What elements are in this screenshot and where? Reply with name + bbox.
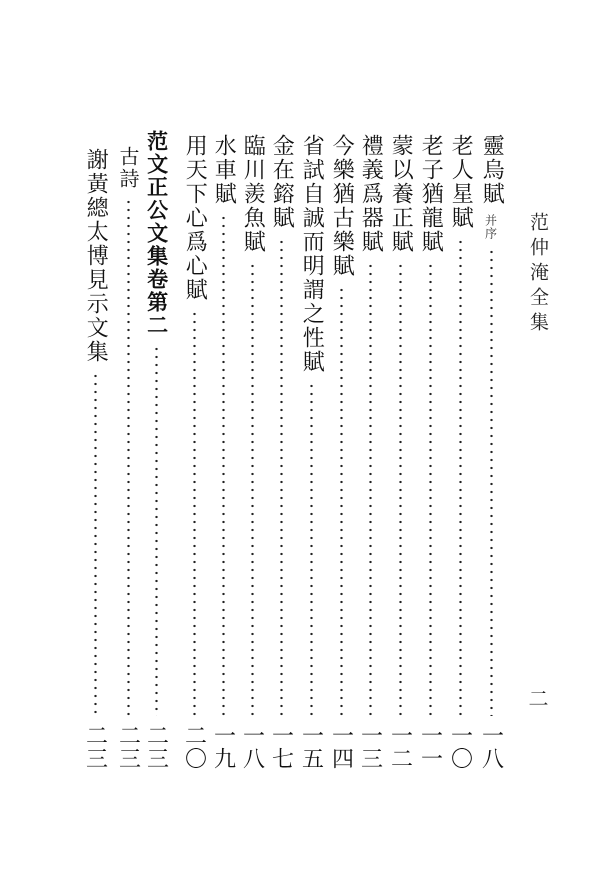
toc-entry-title: 蒙以養正賦 (388, 134, 414, 254)
toc-entry (266, 134, 296, 770)
toc-entry-page: 一一 (417, 724, 443, 770)
toc-entry-page: 一八 (239, 724, 265, 770)
toc-entry-title: 謝黃總太博見示文集 (83, 148, 109, 364)
toc-entry (237, 134, 267, 770)
toc-entry-title: 靈烏賦 (479, 134, 505, 206)
toc-entry (208, 134, 238, 770)
toc-entry-note: 并序 (483, 214, 498, 240)
toc-entry-title: 臨川羨魚賦 (240, 134, 266, 254)
toc-entry (296, 134, 326, 770)
toc-entry (326, 134, 356, 770)
toc-section-heading (113, 134, 143, 770)
toc-entry-title: 禮義爲器賦 (358, 134, 384, 254)
dot-leader (280, 238, 283, 716)
dot-leader (429, 262, 432, 716)
toc-entry (445, 134, 475, 770)
toc-entry-title: 今樂猶古樂賦 (329, 134, 355, 278)
toc-entry-page: 一二 (387, 724, 413, 770)
page-number: 二 (525, 688, 549, 708)
dot-leader (193, 310, 196, 716)
toc-entry-page: 一〇 (447, 724, 473, 770)
toc-volume-heading (141, 130, 171, 770)
dot-leader (127, 198, 130, 716)
running-head-book-title: 范仲淹全集 (527, 212, 549, 337)
dot-leader (490, 248, 493, 716)
toc-entry-title: 老人星賦 (448, 134, 474, 230)
toc-entry-page: 二三 (82, 724, 108, 770)
toc-entry-page: 二〇 (181, 724, 207, 770)
toc-entry (355, 134, 385, 770)
toc-entry (179, 134, 209, 770)
toc-entry-title: 金在鎔賦 (269, 134, 295, 230)
toc-entry-page: 一四 (328, 724, 354, 770)
toc-entry-title: 范文正公文集卷第二 (144, 130, 169, 337)
toc-entry-page: 二三 (143, 724, 169, 770)
dot-leader (459, 238, 462, 716)
toc-entry-title: 古詩 (116, 146, 140, 190)
toc-entry-page: 一九 (210, 724, 236, 770)
toc-entry-page: 一八 (478, 724, 504, 770)
toc-entry (476, 134, 506, 770)
dot-leader (369, 262, 372, 716)
toc-entry (385, 134, 415, 770)
toc-entry (80, 148, 110, 770)
toc-entry-title: 水車賦 (211, 134, 237, 206)
dot-leader (340, 286, 343, 716)
toc-entry-page: 一七 (268, 724, 294, 770)
toc-entry-title: 用天下心爲心賦 (182, 134, 208, 302)
dot-leader (251, 262, 254, 716)
toc-entry-page: 二三 (115, 724, 141, 770)
toc-entry-title: 省試自誠而明謂之性賦 (299, 134, 325, 374)
toc-entry-page: 一三 (357, 724, 383, 770)
toc-entry-title: 老子猶龍賦 (418, 134, 444, 254)
toc-entry (415, 134, 445, 770)
dot-leader (94, 372, 97, 716)
dot-leader (399, 262, 402, 716)
dot-leader (310, 382, 313, 716)
dot-leader (222, 214, 225, 716)
toc-entry-page: 一五 (298, 724, 324, 770)
dot-leader (155, 345, 158, 716)
